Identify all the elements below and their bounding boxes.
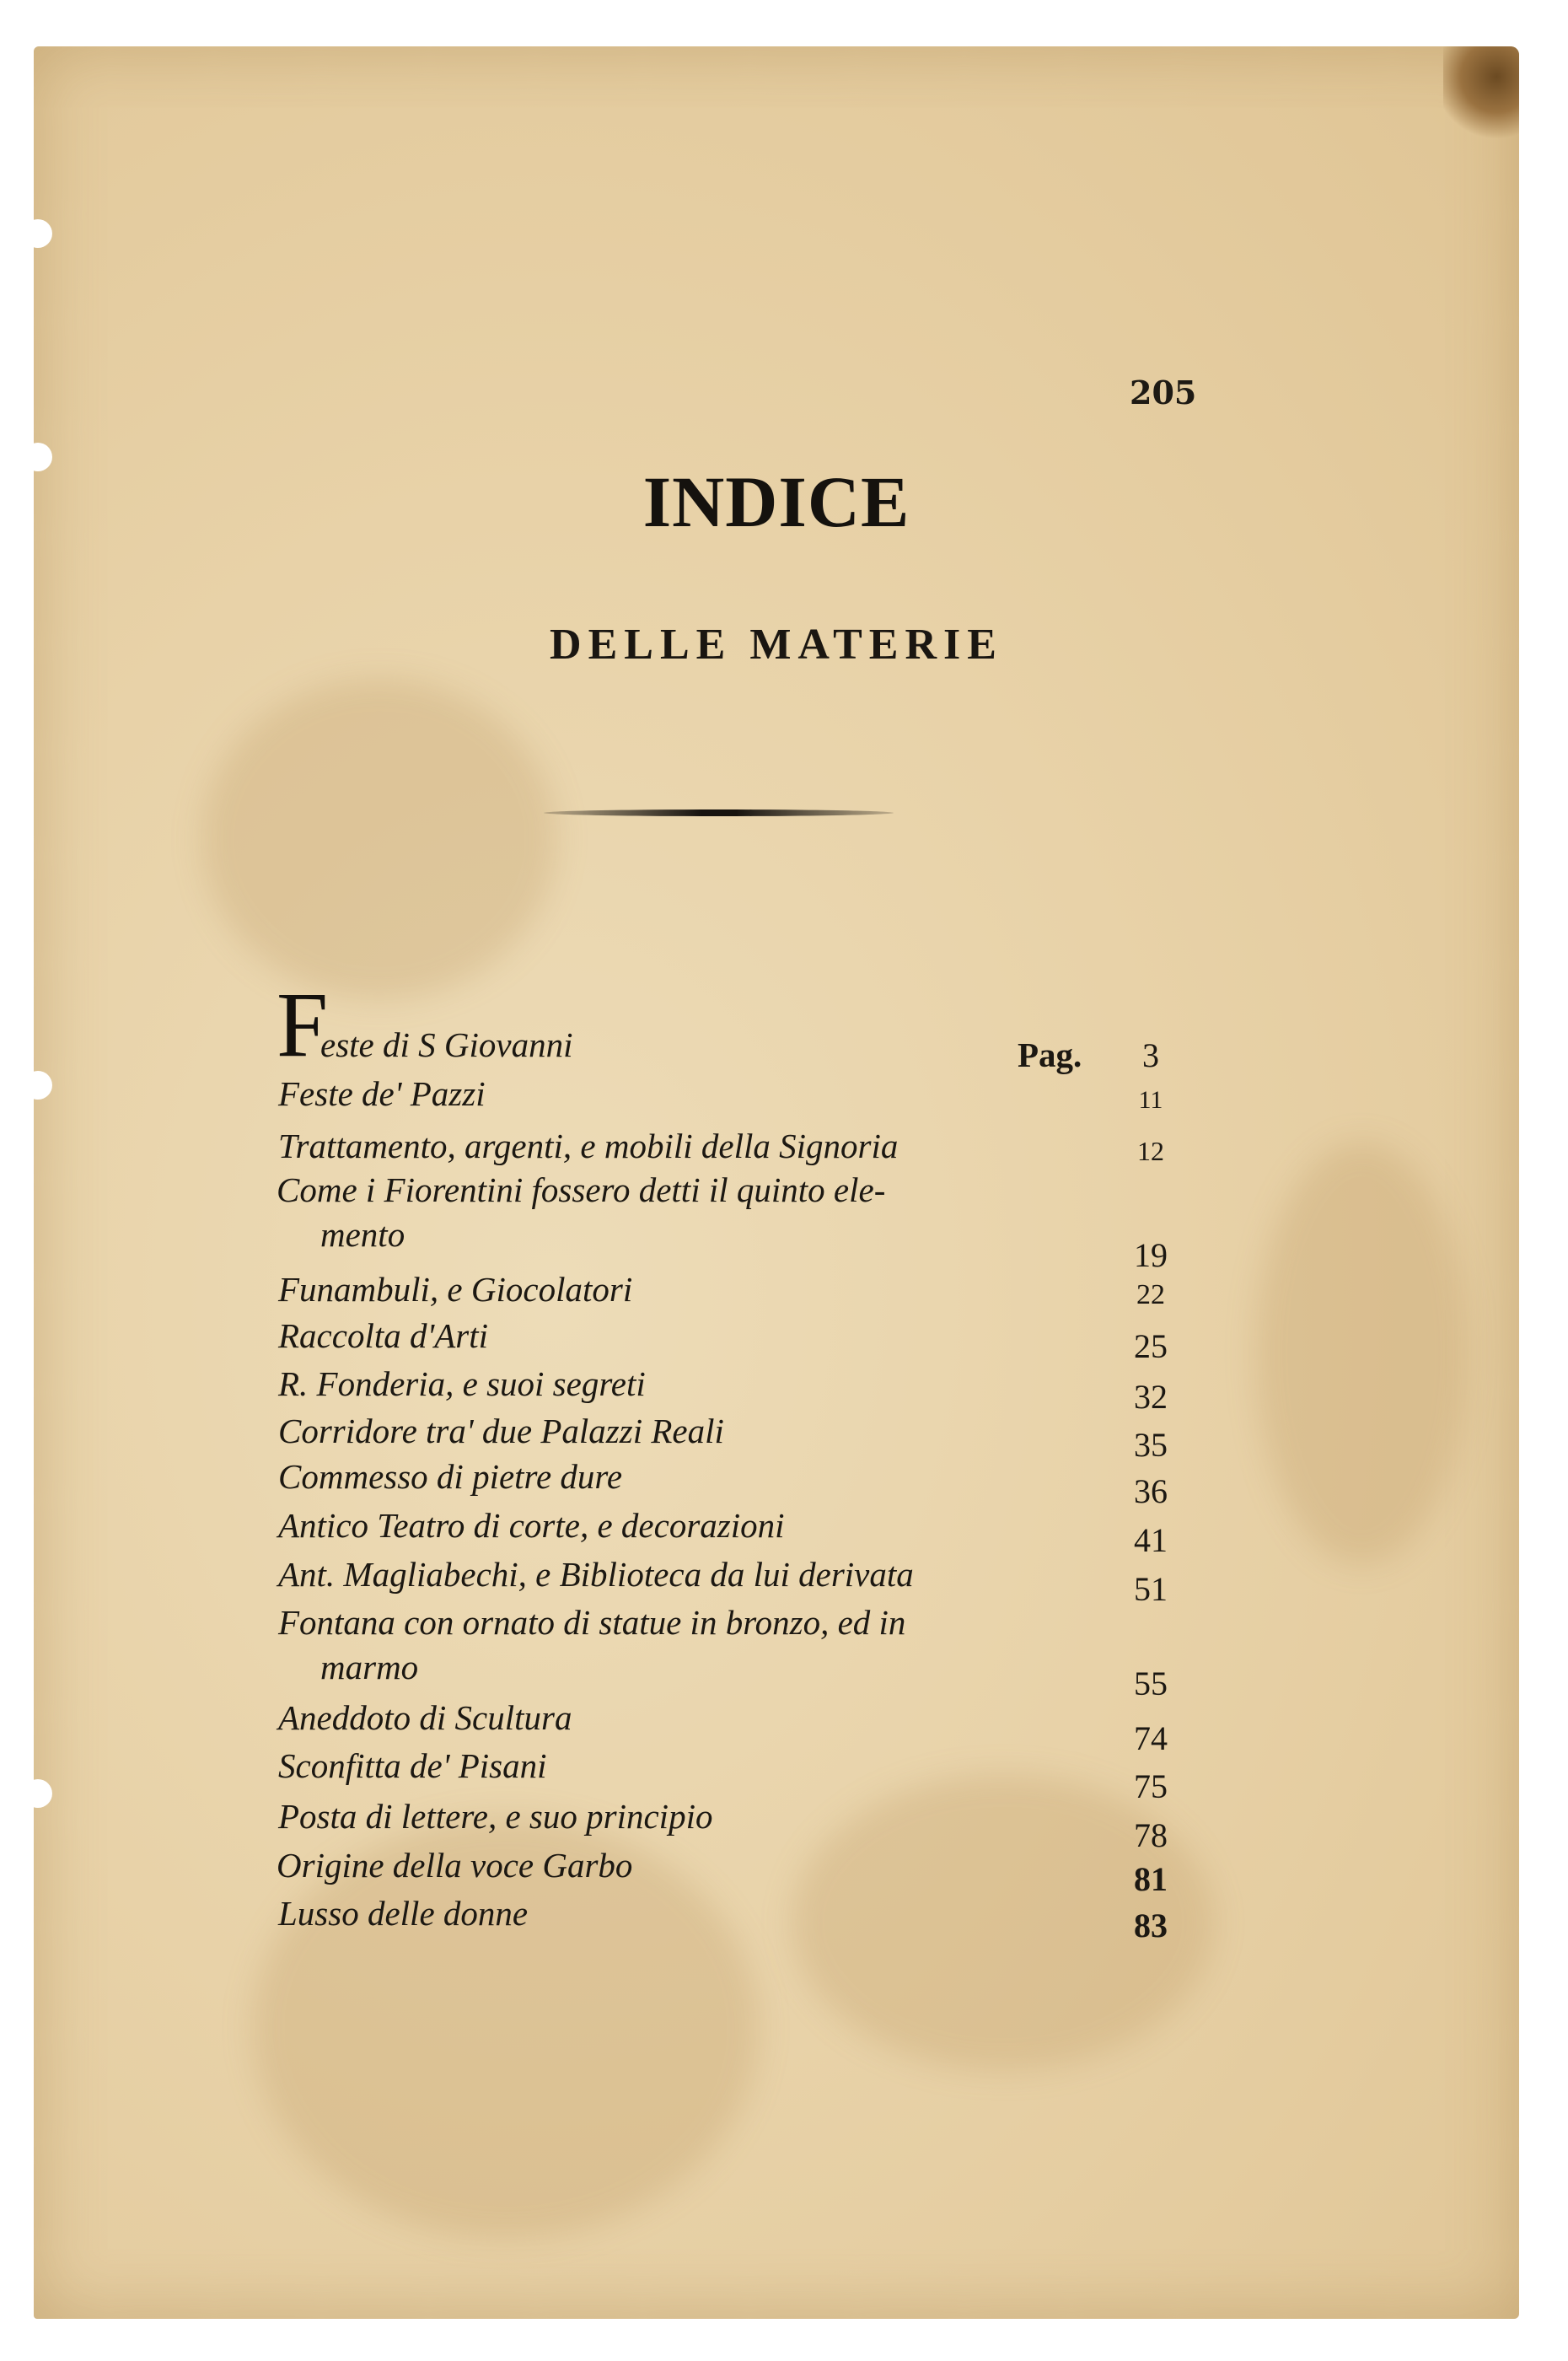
entry-page: 83 <box>1134 1907 1168 1944</box>
entry-text: Fontana con ornato di statue in bronzo, ed in <box>278 1603 906 1642</box>
entry-text: Lusso delle donne <box>278 1894 529 1933</box>
entry-page: 25 <box>1134 1327 1168 1365</box>
entry-text: Funambuli, e Giocolatori <box>278 1270 633 1309</box>
page-number: 205 <box>1130 374 1197 411</box>
entry-text: Aneddoto di Scultura <box>278 1698 572 1737</box>
entry-page: 55 <box>1134 1665 1168 1702</box>
paper-page <box>34 46 1519 2319</box>
entry-text-continuation: marmo <box>320 1648 419 1686</box>
index-entries <box>34 46 1519 2319</box>
entry-text: R. Fonderia, e suoi segreti <box>278 1364 646 1403</box>
entry-page: 51 <box>1134 1570 1168 1608</box>
entry-page: 78 <box>1134 1816 1168 1854</box>
entry-text: Ant. Magliabechi, e Biblioteca da lui derivata <box>278 1555 914 1594</box>
entry-page: 32 <box>1134 1378 1168 1416</box>
entry-text: Origine della voce Garbo <box>277 1846 633 1885</box>
page-title: INDICE <box>642 461 910 542</box>
entry-text: Sconfitta de' Pisani <box>278 1746 547 1785</box>
entry-text: Corridore tra' due Palazzi Reali <box>278 1412 724 1450</box>
entry-text: Raccolta d'Arti <box>278 1316 489 1355</box>
entry-page: 36 <box>1134 1472 1168 1510</box>
entry-page: 19 <box>1134 1236 1168 1274</box>
entry-text-continuation: mento <box>320 1215 405 1254</box>
entry-page: 75 <box>1134 1767 1168 1805</box>
entry-text: Antico Teatro di corte, e decorazioni <box>278 1506 785 1545</box>
entry-text: Posta di lettere, e suo principio <box>278 1797 713 1836</box>
entry-text: Commesso di pietre dure <box>278 1457 623 1496</box>
entry-page: 12 <box>1137 1136 1164 1166</box>
entry-text: Trattamento, argenti, e mobili della Signoria <box>278 1127 899 1165</box>
entry-page: 81 <box>1134 1860 1168 1898</box>
pag-label: Pag. <box>1018 1035 1082 1074</box>
entry-page: 11 <box>1138 1086 1163 1114</box>
page-subtitle: DELLE MATERIE <box>550 621 1003 669</box>
entry-text: Feste de' Pazzi <box>278 1074 486 1113</box>
entry-page: 3 <box>1142 1036 1159 1074</box>
entry-page: 41 <box>1134 1521 1168 1559</box>
entry-text: Come i Fiorentini fossero detti il quinto ele- <box>277 1170 886 1209</box>
entry-text: este di S Giovanni <box>320 1025 573 1064</box>
entry-page: 74 <box>1134 1719 1168 1757</box>
entry-page: 22 <box>1136 1279 1165 1310</box>
entry-page: 35 <box>1134 1426 1168 1464</box>
dropcap: F <box>277 973 329 1076</box>
